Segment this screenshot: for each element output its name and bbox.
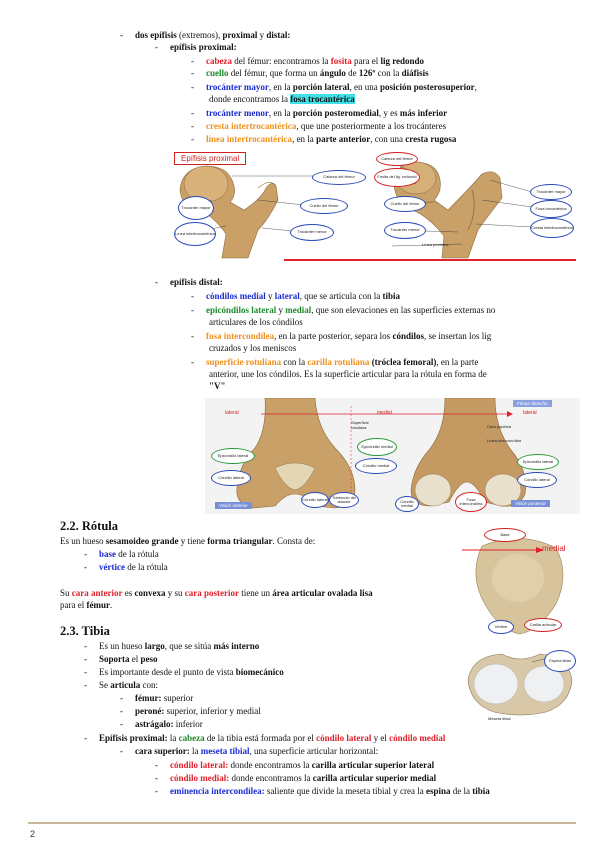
fig1-title: Epífisis proximal: [174, 152, 246, 165]
label-carilla-articular: Carilla articular: [524, 618, 562, 632]
proximal-item-cuello: - cuello del fémur, que forma un ángulo de 126º con la diáfisis: [191, 68, 429, 78]
label-base: Base: [484, 528, 526, 542]
label-fosa-intercondilea: Fosa intercondílea: [455, 492, 487, 512]
label-cara-poplitea: Cara poplítea: [487, 424, 512, 429]
label-tuberculo-aductor: Tubérculo del aductor: [329, 492, 359, 508]
label-lateral-left: lateral: [225, 410, 239, 416]
label-cuello-femur: Cuello del fémur: [300, 198, 348, 214]
footer-rule: [28, 822, 576, 824]
femur-proximal-illustration: [172, 150, 580, 262]
label-medial-mid: medial: [377, 410, 392, 416]
distal-item-epicondilos-cont: articulares de los cóndilos: [209, 317, 303, 327]
tibia-sub-femur: - fémur: superior: [120, 693, 194, 703]
label-epicondilo-medial: Epicóndilo medial: [357, 438, 397, 456]
proximal-item-cresta: - cresta intertrocantérica, que une posteriormente a los trocánteres: [191, 121, 447, 131]
distal-item-fosa: - fosa intercondílea, en la parte posterior, separa los cóndilos, se insertan los lig: [191, 331, 492, 341]
label-espina-tibial: Espina tibial: [544, 650, 576, 672]
view-label-anterior: Visión anterior: [215, 502, 252, 509]
tibia-item-peso: - Soporta el peso: [84, 654, 158, 664]
proximal-item-trocanter-mayor-cont: donde encontramos la fosa trocantérica: [209, 94, 355, 104]
heading-rotula: 2.2. Rótula: [60, 519, 118, 533]
label-cresta-intertrocanterica: Cresta intertrocantérica: [530, 218, 574, 238]
rotula-item-base: - base de la rótula: [84, 549, 159, 559]
distal-item-condilos: - cóndilos medial y lateral, que se articula con la tibia: [191, 291, 400, 301]
figure-distal-femur: [205, 398, 580, 514]
rotula-medial-label: medial: [542, 544, 566, 553]
tibia-item-articula: - Se articula con:: [84, 680, 158, 690]
tibia-sub-astragalo: - astrágalo: inferior: [120, 719, 203, 729]
label-lateral-right: lateral: [523, 410, 537, 416]
label-linea-intertrocanterica: Línea intertrocantérica: [174, 222, 216, 246]
distal-item-epicondilos: - epicóndilos lateral y medial, que son elevaciones en las superficies externas no: [191, 305, 496, 315]
label-fosita-lig-redondo: Fosita del lig. redondo: [374, 168, 420, 187]
tibia-condilo-medial: - cóndilo medial: donde encontramos la carilla articular superior medial: [155, 773, 437, 783]
proximal-item-trocanter-mayor: - trocánter mayor, en la porción lateral, en una posición posterosuperior,: [191, 82, 477, 92]
tibia-cara-superior: - cara superior: la meseta tibial, una superficie articular horizontal:: [120, 746, 379, 756]
label-linea-pectinea: Línea pectínea: [422, 242, 449, 247]
proximal-header: - epífisis proximal:: [155, 42, 237, 52]
label-epicondilo-lateral-right: Epicóndilo lateral: [517, 454, 559, 470]
rotula-item-vertice: - vértice de la rótula: [84, 562, 168, 572]
distal-item-superficie-v: "V": [209, 381, 226, 391]
label-condilo-medial-left: Cóndilo medial: [355, 458, 397, 474]
label-cabeza-femur-post: Cabeza del fémur: [376, 152, 418, 166]
label-vertice: Vértice: [488, 620, 514, 634]
label-troc-mayor-post: Trocánter mayor: [530, 184, 572, 200]
distal-item-superficie: - superficie rotuliana con la carilla rotuliana (tróclea femoral), en la parte: [191, 357, 479, 367]
rotula-p1: Es un hueso sesamoideo grande y tiene forma triangular. Consta de:: [60, 536, 316, 546]
fig2-title-right: Fémur derecho: [513, 400, 552, 407]
proximal-item-trocanter-menor: - trocánter menor, en la porción posteromedial, y es más inferior: [191, 108, 448, 118]
rotula-p2-cont: para el fémur.: [60, 600, 113, 610]
view-label-posterior: Visión posterior: [511, 500, 550, 507]
label-condilo-medial-bottom: Cóndilo medial: [395, 496, 419, 512]
label-condilo-lateral-right: Cóndilo lateral: [517, 472, 557, 488]
label-fosa-trocanterica: Fosa trocantérica: [530, 200, 572, 218]
tibia-eminencia: - eminencia intercondílea: saliente que divide la meseta tibial y crea la espina de la tibia: [155, 786, 490, 796]
label-trocanter-menor: Trocánter menor: [290, 224, 334, 241]
label-trocanter-mayor: Trocánter mayor: [178, 196, 214, 220]
proximal-item-cabeza: - cabeza del fémur: encontramos la fosita para el lig redondo: [191, 56, 425, 66]
label-condilo-lateral-bottom: Cóndilo lateral: [301, 492, 329, 508]
heading-tibia: 2.3. Tibia: [60, 624, 110, 638]
page-number: 2: [30, 829, 36, 839]
label-troc-menor-post: Trocánter menor: [384, 222, 426, 239]
label-linea-intercondilea: Línea intercondílea: [487, 438, 522, 443]
tibia-sub-perone: - peroné: superior, inferior y medial: [120, 706, 261, 716]
label-cuello-femur-post: Cuello del fémur: [384, 196, 426, 212]
proximal-item-linea: - línea intertrocantérica, en la parte anterior, con una cresta rugosa: [191, 134, 457, 144]
distal-item-fosa-cont: cruzados y los meniscos: [209, 343, 297, 353]
label-cabeza-femur: Cabeza del fémur: [312, 170, 366, 185]
distal-header: - epífisis distal:: [155, 277, 223, 287]
label-meseta-tibial: Meseta tibial: [488, 716, 511, 721]
label-condilo-lateral: Cóndilo lateral: [211, 470, 251, 486]
figure-tibia-meseta: [462, 646, 578, 726]
distal-item-superficie-cont: anterior, une los cóndilos. Es la superficie articular para la rótula en forma de: [209, 369, 487, 379]
tibia-condilo-lateral: - cóndilo lateral: donde encontramos la carilla articular superior lateral: [155, 760, 435, 770]
tibia-item-biomecanico: - Es importante desde el punto de vista biomecánico: [84, 667, 284, 677]
rotula-p2: Su cara anterior es convexa y su cara posterior tiene un área articular ovalada lisa: [60, 588, 373, 598]
tibia-item-largo: - Es un hueso largo, que se sitúa más interno: [84, 641, 260, 651]
label-epicondilo-lateral: Epicóndilo lateral: [211, 448, 255, 464]
figure-proximal-femur: [172, 150, 580, 262]
tibia-epifisis-proximal: - Epífisis proximal: la cabeza de la tibia está formada por el cóndilo lateral y el cóndilo medial: [84, 733, 446, 743]
figure-rotula: [460, 526, 578, 640]
label-superficie-rotuliana: Superficie rotuliana: [351, 420, 369, 430]
epifisis-intro: - dos epífisis (extremos), proximal y distal:: [120, 30, 291, 40]
